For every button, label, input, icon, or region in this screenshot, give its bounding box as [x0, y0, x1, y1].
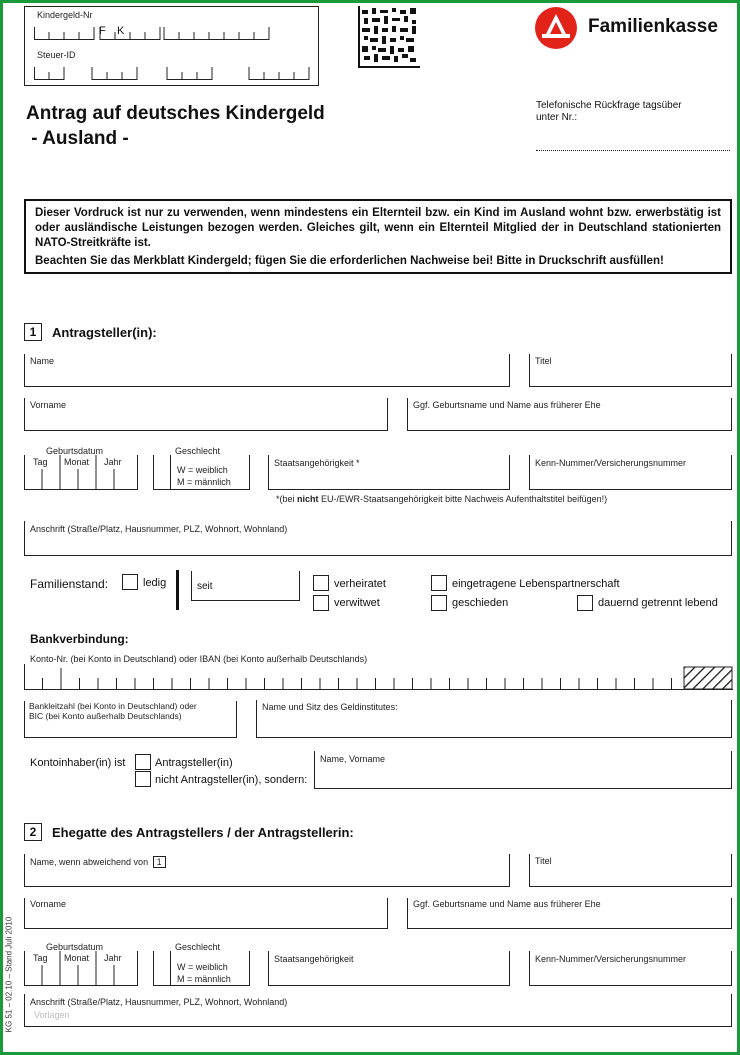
kontoinhaber-name-label: Name, Vorname [320, 754, 386, 764]
ehegatte-vorname-field[interactable] [24, 898, 388, 929]
kindergeld-nr-label: Kindergeld-Nr [37, 10, 93, 20]
ehegatte-name-label-text: Name, wenn abweichend von [30, 857, 149, 867]
ledig-label: ledig [143, 577, 167, 589]
form-code-side-text: KG 51 – 02.10 – Stand Juli 2010 [4, 916, 14, 1033]
konto-iban-field[interactable] [24, 664, 733, 690]
ehegatte-vorname-label: Vorname [30, 899, 67, 909]
phone-field[interactable] [536, 150, 730, 151]
watermark-text: Vorlagen [34, 1010, 70, 1020]
form-title: Antrag auf deutsches Kindergeld [26, 103, 325, 124]
antragsteller-checkbox[interactable] [135, 754, 151, 770]
verwitwet-checkbox[interactable] [313, 595, 329, 611]
ehegatte-name-ref: 1 [153, 856, 166, 868]
logo-text: Familienkasse [588, 16, 718, 37]
monat-label: Monat [64, 457, 90, 467]
name-field[interactable] [24, 354, 510, 387]
vorname-field[interactable] [24, 398, 388, 431]
notice-paragraph-2: Beachten Sie das Merkblatt Kindergeld; fügen Sie die erforderlichen Nachweise bei! Bitte in Druckschrift ausfüllen! [35, 255, 664, 267]
ehegatte-kennnummer-label: Kenn-Nummer/Versicherungsnummer [535, 954, 687, 964]
konto-label: Konto-Nr. (bei Konto in Deutschland) oder IBAN (bei Konto außerhalb Deutschlands) [30, 654, 368, 664]
ehegatte-weiblich-label: W = weiblich [177, 962, 228, 972]
datamatrix-code [358, 6, 420, 68]
ehegatte-anschrift-label: Anschrift (Straße/Platz, Hausnummer, PLZ, Wohnort, Wohnland) [30, 997, 288, 1007]
ehegatte-name-label [30, 856, 166, 868]
lebenspartnerschaft-label: eingetragene Lebenspartnerschaft [452, 578, 620, 590]
verheiratet-checkbox[interactable] [313, 575, 329, 591]
lebenspartnerschaft-checkbox[interactable] [431, 575, 447, 591]
fk-letter-k: K [117, 25, 125, 37]
verheiratet-label: verheiratet [334, 578, 386, 590]
maennlich-label: M = männlich [177, 477, 231, 487]
footnote-bold: nicht [297, 494, 319, 504]
form-subtitle: - Ausland - [26, 128, 129, 149]
geburtsdatum-label: Geburtsdatum [46, 446, 104, 456]
weiblich-label: W = weiblich [177, 465, 228, 475]
steuer-id-field[interactable] [34, 62, 314, 80]
nicht-antragsteller-checkbox[interactable] [135, 771, 151, 787]
notice-box [24, 199, 732, 274]
staatsangehoerigkeit-footnote [276, 494, 607, 504]
phone-label-line1: Telefonische Rückfrage tagsüber [536, 100, 682, 111]
geschlecht-label: Geschlecht [175, 446, 221, 456]
geburtsname-label: Ggf. Geburtsname und Name aus früherer Ehe [413, 400, 601, 410]
bank-title: Bankverbindung: [30, 632, 129, 646]
ehegatte-tag-label: Tag [33, 953, 48, 963]
titel-label: Titel [535, 356, 552, 366]
kennnummer-label: Kenn-Nummer/Versicherungsnummer [535, 458, 687, 468]
geschieden-label: geschieden [452, 597, 509, 609]
name-label: Name [30, 356, 55, 366]
notice-paragraph-1: Dieser Vordruck ist nur zu verwenden, wenn mindestens ein Elternteil bzw. ein Kind im Ausland wohnt bzw. erwerbstätig ist oder ausländische Leistungen bezogen werden. Gleiches gilt, wenn ein Elternteil Mitglied der in Deutschland stationierten NATO-Streitkräfte ist. [35, 207, 721, 249]
verwitwet-label: verwitwet [334, 597, 380, 609]
footnote-post: EU-/EWR-Staatsangehörigkeit bitte Nachweis Aufenthaltstitel beifügen!) [318, 494, 608, 504]
ehegatte-jahr-label: Jahr [104, 953, 122, 963]
ehegatte-geschlecht-divider [170, 951, 171, 986]
section-1-title: Antragsteller(in): [52, 325, 157, 340]
ledig-checkbox[interactable] [122, 574, 138, 590]
phone-label-line2: unter Nr.: [536, 112, 578, 123]
kindergeld-nr-field[interactable] [34, 22, 278, 40]
familienstand-separator [176, 570, 179, 610]
ehegatte-geschlecht-label: Geschlecht [175, 942, 221, 952]
section-2-title: Ehegatte des Antragstellers / der Antragstellerin: [52, 825, 354, 840]
getrennt-label: dauernd getrennt lebend [598, 597, 718, 609]
geschlecht-divider [170, 455, 171, 490]
titel-field[interactable] [529, 354, 732, 387]
anschrift-label: Anschrift (Straße/Platz, Hausnummer, PLZ, Wohnort, Wohnland) [30, 524, 288, 534]
ehegatte-staatsangehoerigkeit-label: Staatsangehörigkeit [274, 954, 354, 964]
familienstand-label: Familienstand: [30, 577, 109, 591]
nicht-antragsteller-option-label: nicht Antragsteller(in), sondern: [155, 774, 308, 786]
blz-label-line1: Bankleitzahl (bei Konto in Deutschland) oder [29, 701, 197, 711]
blz-label-line2: BIC (bei Konto außerhalb Deutschlands) [29, 711, 182, 721]
ehegatte-geburtsname-label: Ggf. Geburtsname und Name aus früherer Ehe [413, 899, 601, 909]
ehegatte-geburtsdatum-label: Geburtsdatum [46, 942, 104, 952]
vorname-label: Vorname [30, 400, 67, 410]
ehegatte-titel-field[interactable] [529, 854, 732, 887]
steuer-id-label: Steuer-ID [37, 50, 76, 60]
ehegatte-titel-label: Titel [535, 856, 552, 866]
section-2-number: 2 [24, 823, 42, 841]
footnote-pre: *(bei [276, 494, 298, 504]
staatsangehoerigkeit-label: Staatsangehörigkeit * [274, 458, 360, 468]
seit-label: seit [197, 581, 213, 592]
kontoinhaber-label: Kontoinhaber(in) ist [30, 757, 126, 769]
geldinstitut-label: Name und Sitz des Geldinstitutes: [262, 702, 398, 712]
tag-label: Tag [33, 457, 48, 467]
familienkasse-logo-icon [534, 6, 578, 50]
antragsteller-option-label: Antragsteller(in) [155, 757, 233, 769]
jahr-label: Jahr [104, 457, 122, 467]
getrennt-checkbox[interactable] [577, 595, 593, 611]
geschieden-checkbox[interactable] [431, 595, 447, 611]
section-1-number: 1 [24, 323, 42, 341]
ehegatte-maennlich-label: M = männlich [177, 974, 231, 984]
fk-letter-f: F [99, 25, 106, 37]
ehegatte-monat-label: Monat [64, 953, 90, 963]
